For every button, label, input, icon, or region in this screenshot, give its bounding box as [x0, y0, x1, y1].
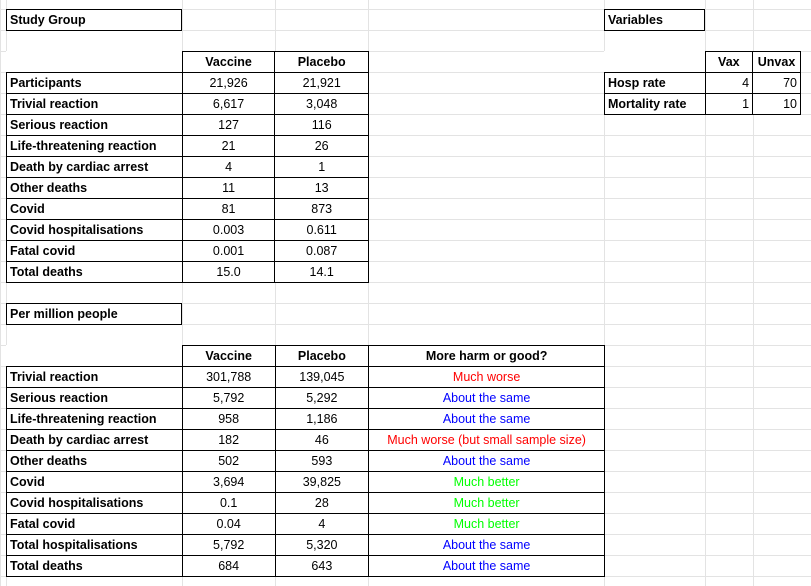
row-label-cell[interactable]: Participants — [7, 73, 183, 94]
placebo-value-cell[interactable]: 873 — [275, 199, 369, 220]
header-blank-cell[interactable] — [605, 52, 706, 73]
placebo-value-cell[interactable]: 1,186 — [275, 409, 369, 430]
variable-label-cell[interactable]: Mortality rate — [605, 94, 706, 115]
table-row — [7, 493, 605, 514]
table-row — [7, 430, 605, 451]
verdict-cell[interactable]: Much better — [369, 514, 605, 535]
unvax-value-cell[interactable]: 10 — [753, 94, 801, 115]
table-row — [605, 94, 801, 115]
header-blank-cell[interactable] — [7, 52, 183, 73]
placebo-value-cell[interactable]: 116 — [275, 115, 369, 136]
row-label-cell[interactable]: Death by cardiac arrest — [7, 157, 183, 178]
vaccine-value-cell[interactable]: 0.003 — [182, 220, 275, 241]
vaccine-value-cell[interactable]: 11 — [182, 178, 275, 199]
placebo-value-cell[interactable]: 4 — [275, 514, 369, 535]
verdict-cell[interactable]: Much worse (but small sample size) — [369, 430, 605, 451]
placebo-value-cell[interactable]: 21,921 — [275, 73, 369, 94]
table-row — [7, 472, 605, 493]
placebo-value-cell[interactable]: 5,292 — [275, 388, 369, 409]
variables-table — [604, 51, 801, 115]
row-label-cell[interactable]: Fatal covid — [7, 241, 183, 262]
table-row — [7, 94, 369, 115]
vaccine-value-cell[interactable]: 127 — [182, 115, 275, 136]
variables-title[interactable]: Variables — [604, 9, 705, 31]
row-label-cell[interactable]: Other deaths — [7, 451, 183, 472]
row-label-cell[interactable]: Fatal covid — [7, 514, 183, 535]
placebo-value-cell[interactable]: 0.611 — [275, 220, 369, 241]
row-label-cell[interactable]: Life-threatening reaction — [7, 409, 183, 430]
table-header-row — [7, 52, 369, 73]
verdict-cell[interactable]: Much better — [369, 493, 605, 514]
table-header-row — [7, 346, 605, 367]
header-vaccine[interactable]: Vaccine — [182, 52, 275, 73]
placebo-value-cell[interactable]: 3,048 — [275, 94, 369, 115]
vax-value-cell[interactable]: 4 — [705, 73, 752, 94]
placebo-value-cell[interactable]: 39,825 — [275, 472, 369, 493]
row-label-cell[interactable]: Serious reaction — [7, 388, 183, 409]
header-blank-cell[interactable] — [7, 346, 183, 367]
table-row — [7, 199, 369, 220]
vaccine-value-cell[interactable]: 5,792 — [182, 388, 275, 409]
placebo-value-cell[interactable]: 5,320 — [275, 535, 369, 556]
placebo-value-cell[interactable]: 0.087 — [275, 241, 369, 262]
table-row — [7, 178, 369, 199]
header-placebo[interactable]: Placebo — [275, 52, 369, 73]
table-row — [7, 115, 369, 136]
vaccine-value-cell[interactable]: 81 — [182, 199, 275, 220]
vaccine-value-cell[interactable]: 301,788 — [182, 367, 275, 388]
header-harm-or-good[interactable]: More harm or good? — [369, 346, 605, 367]
row-label-cell[interactable]: Total hospitalisations — [7, 535, 183, 556]
vaccine-value-cell[interactable]: 502 — [182, 451, 275, 472]
row-label-cell[interactable]: Covid hospitalisations — [7, 220, 183, 241]
row-label-cell[interactable]: Trivial reaction — [7, 367, 183, 388]
verdict-cell[interactable]: About the same — [369, 451, 605, 472]
row-label-cell[interactable]: Total deaths — [7, 556, 183, 577]
placebo-value-cell[interactable]: 593 — [275, 451, 369, 472]
placebo-value-cell[interactable]: 13 — [275, 178, 369, 199]
table-row — [7, 535, 605, 556]
placebo-value-cell[interactable]: 28 — [275, 493, 369, 514]
table-row — [605, 73, 801, 94]
vaccine-value-cell[interactable]: 3,694 — [182, 472, 275, 493]
table-row — [7, 220, 369, 241]
row-label-cell[interactable]: Covid — [7, 199, 183, 220]
per-million-title[interactable]: Per million people — [6, 303, 182, 325]
table-row — [7, 388, 605, 409]
table-row — [7, 73, 369, 94]
verdict-cell[interactable]: About the same — [369, 535, 605, 556]
row-label-cell[interactable]: Death by cardiac arrest — [7, 430, 183, 451]
row-label-cell[interactable]: Covid hospitalisations — [7, 493, 183, 514]
header-placebo[interactable]: Placebo — [275, 346, 369, 367]
placebo-value-cell[interactable]: 14.1 — [275, 262, 369, 283]
vaccine-value-cell[interactable]: 4 — [182, 157, 275, 178]
table-row — [7, 241, 369, 262]
verdict-cell[interactable]: Much better — [369, 472, 605, 493]
table-row — [7, 556, 605, 577]
vaccine-value-cell[interactable]: 6,617 — [182, 94, 275, 115]
placebo-value-cell[interactable]: 643 — [275, 556, 369, 577]
placebo-value-cell[interactable]: 139,045 — [275, 367, 369, 388]
row-label-cell[interactable]: Other deaths — [7, 178, 183, 199]
table-row — [7, 262, 369, 283]
per-million-table — [6, 345, 605, 577]
vaccine-value-cell[interactable]: 21,926 — [182, 73, 275, 94]
header-vaccine[interactable]: Vaccine — [182, 346, 275, 367]
row-label-cell[interactable]: Trivial reaction — [7, 94, 183, 115]
table-row — [7, 157, 369, 178]
vaccine-value-cell[interactable]: 15.0 — [182, 262, 275, 283]
verdict-cell[interactable]: Much worse — [369, 367, 605, 388]
placebo-value-cell[interactable]: 26 — [275, 136, 369, 157]
verdict-cell[interactable]: About the same — [369, 556, 605, 577]
vax-value-cell[interactable]: 1 — [705, 94, 752, 115]
table-header-row — [605, 52, 801, 73]
table-row — [7, 514, 605, 535]
study-group-title[interactable]: Study Group — [6, 9, 182, 31]
unvax-value-cell[interactable]: 70 — [753, 73, 801, 94]
row-label-cell[interactable]: Covid — [7, 472, 183, 493]
variable-label-cell[interactable]: Hosp rate — [605, 73, 706, 94]
vaccine-value-cell[interactable]: 958 — [182, 409, 275, 430]
vaccine-value-cell[interactable]: 5,792 — [182, 535, 275, 556]
vaccine-value-cell[interactable]: 684 — [182, 556, 275, 577]
row-label-cell[interactable]: Life-threatening reaction — [7, 136, 183, 157]
row-label-cell[interactable]: Total deaths — [7, 262, 183, 283]
vaccine-value-cell[interactable]: 21 — [182, 136, 275, 157]
verdict-cell[interactable]: About the same — [369, 388, 605, 409]
vaccine-value-cell[interactable]: 0.001 — [182, 241, 275, 262]
placebo-value-cell[interactable]: 46 — [275, 430, 369, 451]
vaccine-value-cell[interactable]: 0.1 — [182, 493, 275, 514]
header-unvax[interactable]: Unvax — [753, 52, 801, 73]
row-label-cell[interactable]: Serious reaction — [7, 115, 183, 136]
header-vax[interactable]: Vax — [705, 52, 752, 73]
table-row — [7, 367, 605, 388]
vaccine-value-cell[interactable]: 0.04 — [182, 514, 275, 535]
verdict-cell[interactable]: About the same — [369, 409, 605, 430]
vaccine-value-cell[interactable]: 182 — [182, 430, 275, 451]
study-group-table — [6, 51, 369, 283]
table-row — [7, 136, 369, 157]
placebo-value-cell[interactable]: 1 — [275, 157, 369, 178]
table-row — [7, 451, 605, 472]
table-row — [7, 409, 605, 430]
